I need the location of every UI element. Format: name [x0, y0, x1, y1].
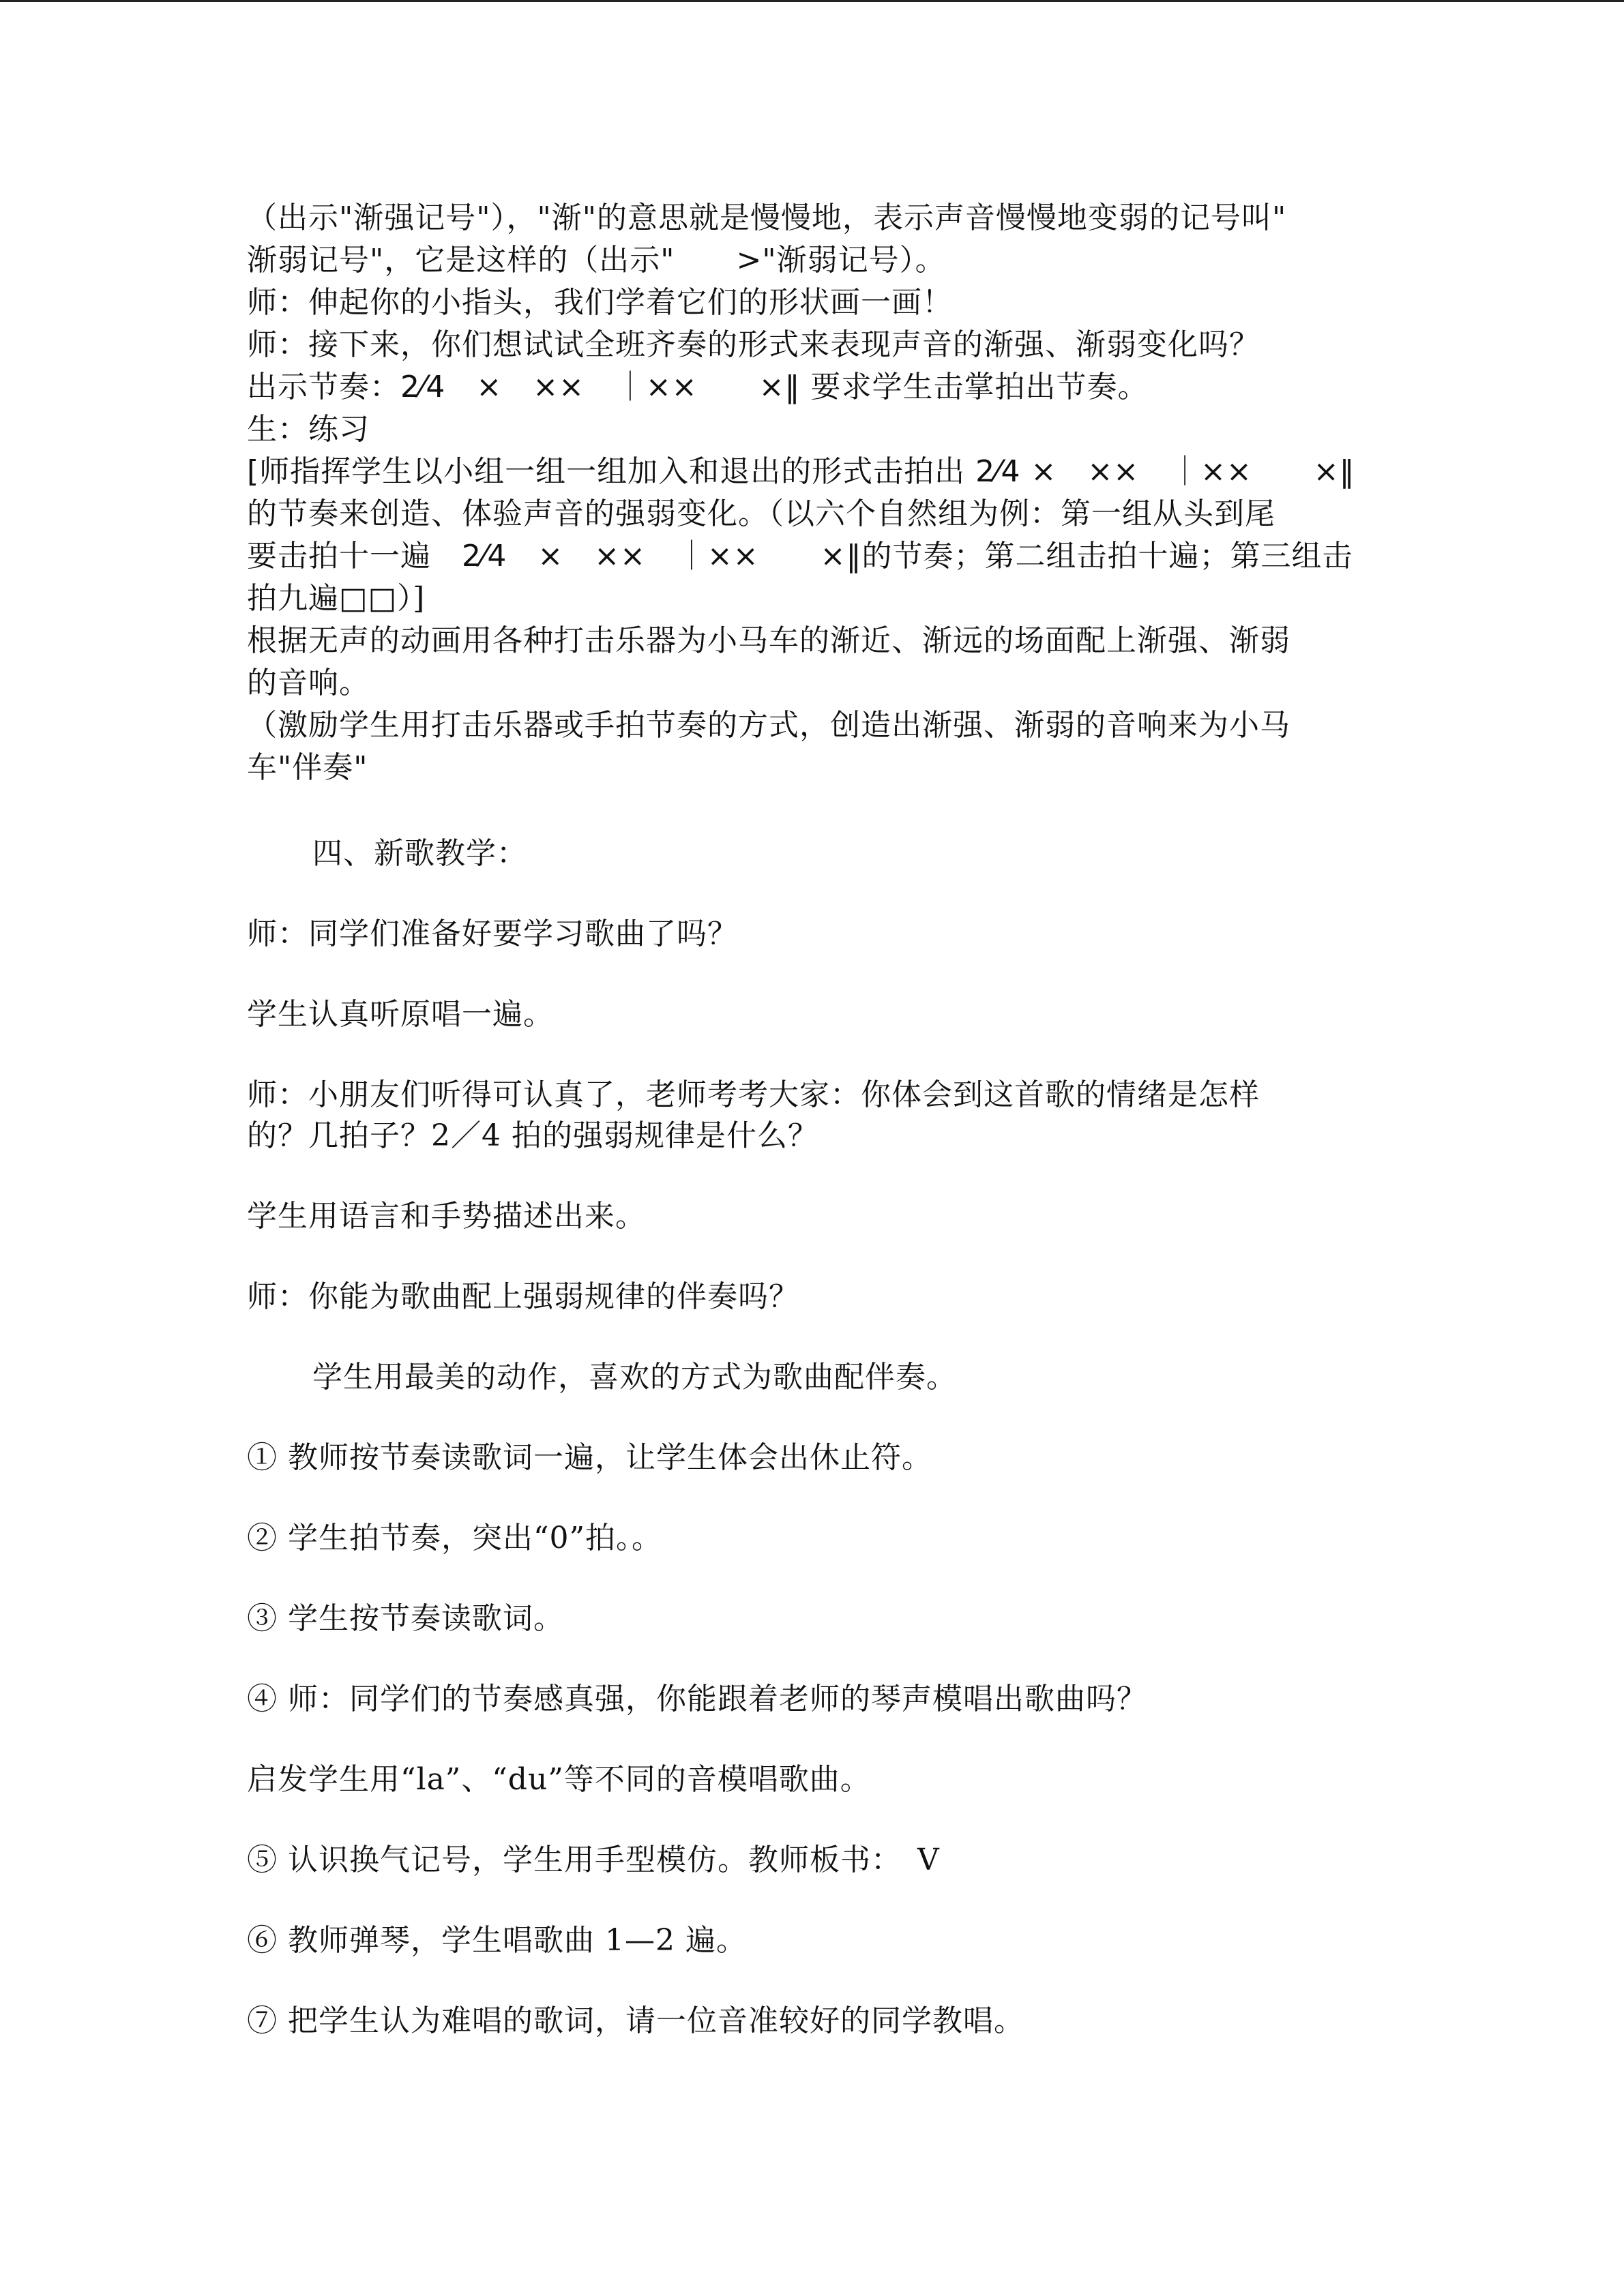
paragraph-line: 渐弱记号"，它是这样的（出示" >"渐弱记号）。	[247, 243, 946, 278]
paragraph-line: （出示"渐强记号"），"渐"的意思就是慢慢地，表示声音慢慢地变弱的记号叫"	[247, 200, 1287, 235]
paragraph-line: 的节奏来创造、体验声音的强弱变化。（以六个自然组为例：第一组从头到尾	[247, 496, 1275, 531]
paragraph-line: 师：伸起你的小指头，我们学着它们的形状画一画！	[247, 285, 953, 320]
paragraph-line: 拍九遍□□）]	[247, 581, 426, 616]
paragraph-line: 师：同学们准备好要学习歌曲了吗？	[247, 916, 738, 951]
list-item: ⑦ 把学生认为难唱的歌词，请一位音准较好的同学教唱。	[247, 2003, 1024, 2038]
paragraph-line: 生：练习	[247, 412, 370, 447]
paragraph-line: 的？几拍子？2／4 拍的强弱规律是什么？	[247, 1118, 818, 1153]
paragraph-line: 启发学生用“la”、“du”等不同的音模唱歌曲。	[247, 1762, 871, 1797]
paragraph-line: 师：你能为歌曲配上强弱规律的伴奏吗？	[247, 1279, 799, 1314]
page-top-border	[0, 0, 1624, 2]
list-item: ① 教师按节奏读歌词一遍，让学生体会出休止符。	[247, 1440, 932, 1475]
paragraph-line: 师：接下来，你们想试试全班齐奏的形式来表现声音的渐强、渐弱变化吗？	[247, 327, 1260, 362]
list-item: ④ 师：同学们的节奏感真强，你能跟着老师的琴声模唱出歌曲吗？	[247, 1682, 1147, 1716]
list-item: ⑤ 认识换气记号，学生用手型模仿。教师板书： V	[247, 1843, 940, 1877]
list-item: ③ 学生按节奏读歌词。	[247, 1601, 564, 1636]
paragraph-line: 学生认真听原唱一遍。	[247, 997, 554, 1032]
paragraph-line: 的音响。	[247, 666, 370, 700]
rhythm-line: 要击拍十一遍 2⁄4 × ×× ｜×× ×‖的节奏；第二组击拍十遍；第三组击	[247, 539, 1353, 573]
paragraph-line: 根据无声的动画用各种打击乐器为小马车的渐近、渐远的场面配上渐强、渐弱	[247, 623, 1290, 658]
section-heading: 四、新歌教学：	[312, 836, 527, 871]
paragraph-line: 师：小朋友们听得可认真了，老师考考大家：你体会到这首歌的情绪是怎样	[247, 1077, 1260, 1112]
paragraph-line: 学生用最美的动作，喜欢的方式为歌曲配伴奏。	[312, 1360, 957, 1395]
paragraph-line: 车"伴奏"	[247, 750, 368, 785]
rhythm-line: [师指挥学生以小组一组一组加入和退出的形式击拍出 2⁄4 × ×× ｜×× ×‖	[247, 454, 1355, 489]
list-item: ⑥ 教师弹琴，学生唱歌曲 1—2 遍。	[247, 1923, 747, 1958]
list-item: ② 学生拍节奏，突出“0”拍。。	[247, 1521, 662, 1555]
paragraph-line: 学生用语言和手势描述出来。	[247, 1199, 646, 1234]
paragraph-line: （激励学生用打击乐器或手拍节奏的方式，创造出渐强、渐弱的音响来为小马	[247, 708, 1290, 743]
rhythm-line: 出示节奏：2⁄4 × ×× ｜×× ×‖ 要求学生击掌拍出节奏。	[247, 370, 1149, 404]
